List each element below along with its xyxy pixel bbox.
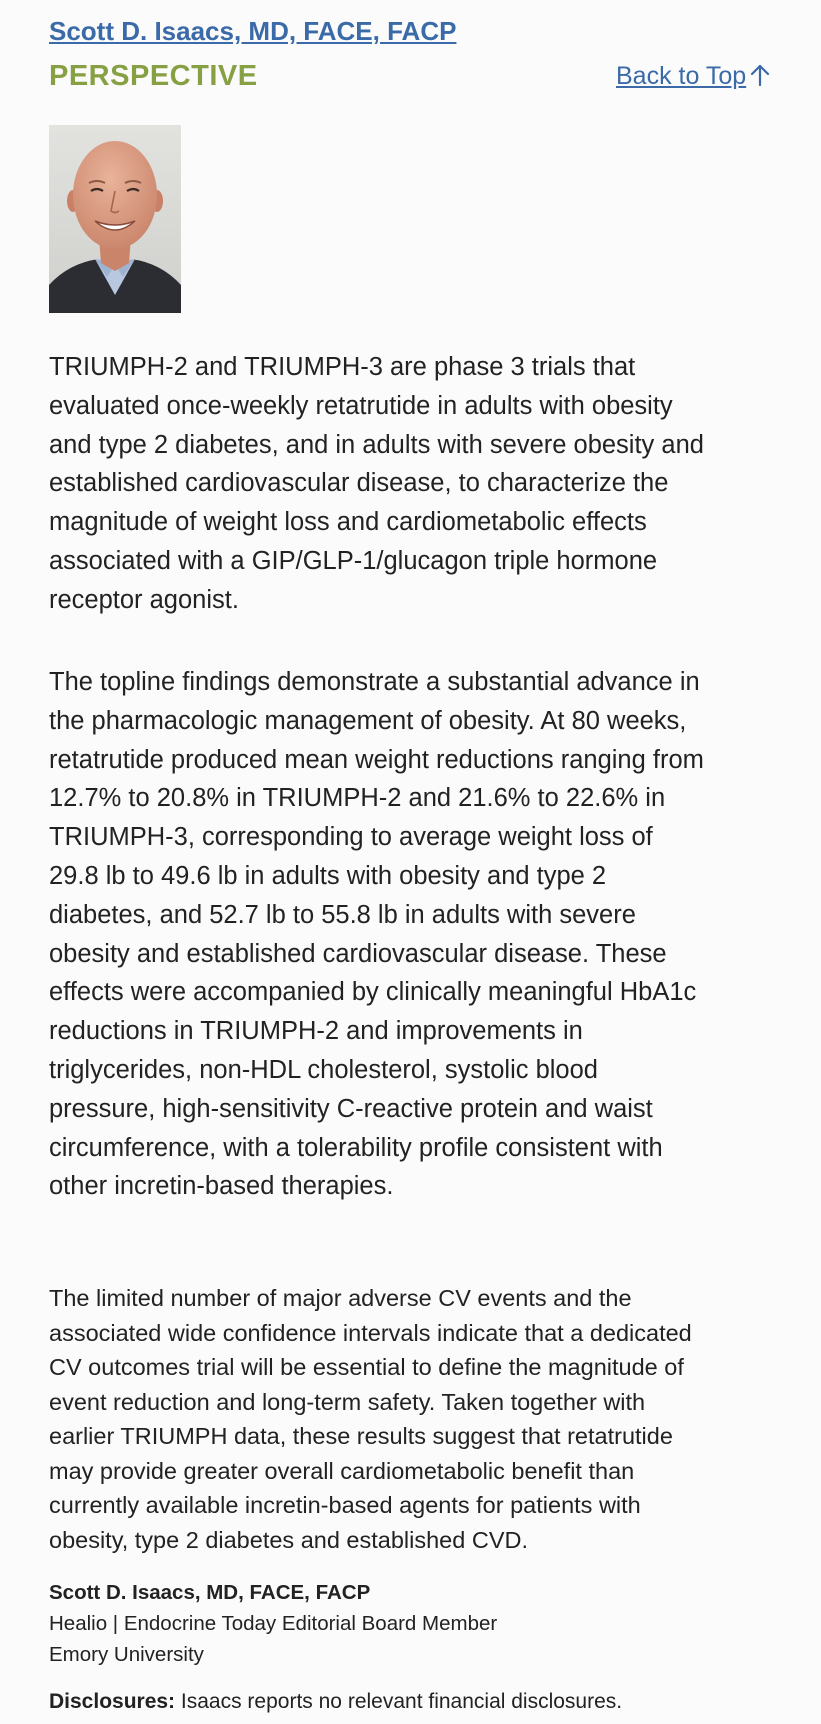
disclosures-label: Disclosures: — [49, 1690, 176, 1713]
back-to-top-label: Back to Top — [616, 62, 747, 90]
article-paragraph-1: TRIUMPH-2 and TRIUMPH-3 are phase 3 trials that evaluated once-weekly retatrutide in adults with obesity and type 2 diabetes, and in adults with severe obesity and established cardiovascular disease, to characterize the magnitude of weight loss and cardiometabolic effects associated with a GIP/GLP-1/glucagon triple hormone receptor agonist. — [49, 353, 704, 614]
disclosures — [49, 1687, 622, 1717]
author-signature — [49, 1577, 497, 1670]
arrow-up-icon — [750, 64, 770, 93]
article-paragraph-2: The topline findings demonstrate a substantial advance in the pharmacologic management of obesity. At 80 weeks, retatrutide produced mean weight reductions ranging from 12.7% to 20.8% in TRIUMPH-2 and 21.6% to 22.6% in TRIUMPH-3, corresponding to average weight loss of 29.8 lb to 49.6 lb in adults with obesity and type 2 diabetes, and 52.7 lb to 55.8 lb in adults with severe obesity and established cardiovascular disease. These effects were accompanied by clinically meaningful HbA1c reductions in TRIUMPH-2 and improvements in triglycerides, non-HDL cholesterol, systolic blood pressure, high-sensitivity C-reactive protein and waist circumference, with a tolerability profile consistent with other incretin-based therapies. — [49, 668, 704, 1201]
disclosures-text: Isaacs reports no relevant financial disclosures. — [180, 1690, 623, 1713]
section-label: PERSPECTIVE — [49, 60, 258, 92]
signature-affiliation: Emory University — [49, 1643, 204, 1666]
author-link[interactable]: Scott D. Isaacs, MD, FACE, FACP — [49, 16, 457, 46]
author-photo — [49, 125, 181, 313]
signature-name: Scott D. Isaacs, MD, FACE, FACP — [49, 1581, 371, 1604]
signature-role: Healio | Endocrine Today Editorial Board Member — [49, 1612, 498, 1635]
back-to-top-link[interactable] — [616, 62, 770, 93]
article-paragraph-3: The limited number of major adverse CV events and the associated wide confidence intervals indicate that a dedicated CV outcomes trial will be essential to define the magnitude of event reduction and long-term safety. Taken together with earlier TRIUMPH data, these results suggest that retatrutide may provide greater overall cardiometabolic benefit than currently available incretin-based agents for patients with obesity, type 2 diabetes and established CVD. — [49, 1285, 692, 1553]
